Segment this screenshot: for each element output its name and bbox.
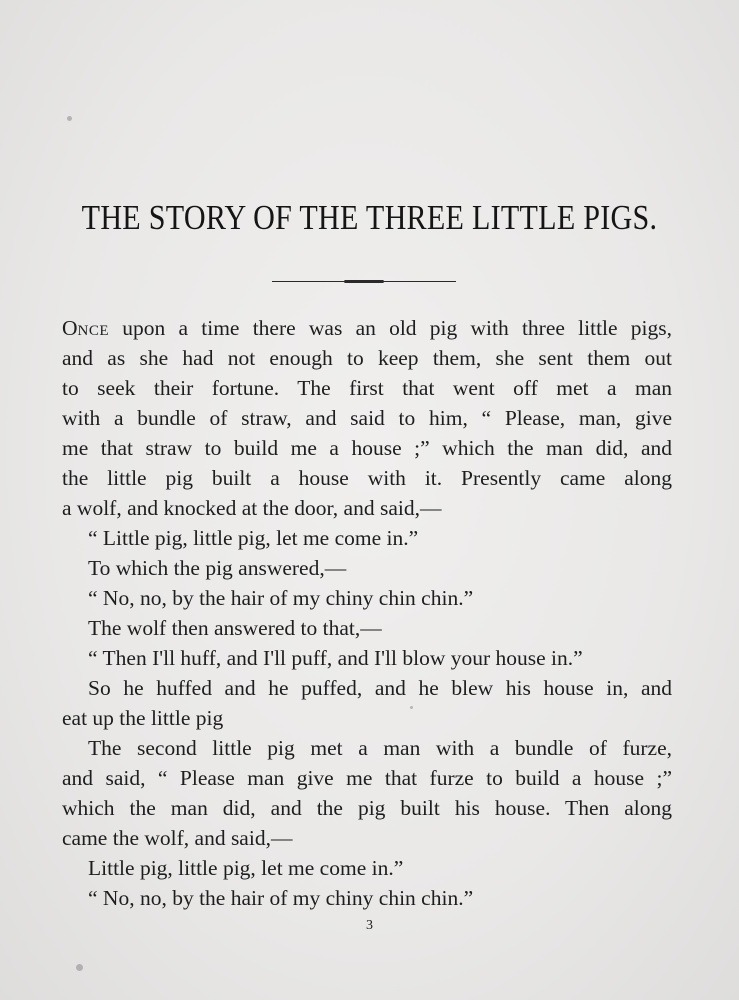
text-line-1-rest: upon a time there was an old pig with three little pigs, (109, 316, 672, 340)
drop-initial: O (62, 316, 78, 340)
text-line-5: me that straw to build me a house ;” which the man did, and (62, 436, 672, 460)
page-number: 3 (366, 918, 373, 933)
text-line-3: to seek their fortune. The first that went off met a man (62, 376, 672, 400)
text-line-6: the little pig built a house with it. Presently came along (62, 466, 672, 490)
title-rule-ornament (272, 281, 456, 282)
paper-speck (410, 706, 413, 709)
paper-speck (76, 964, 83, 971)
text-line-17: which the man did, and the pig built his house. Then along (62, 796, 672, 820)
text-line-7: a wolf, and knocked at the door, and said,— (62, 496, 442, 520)
text-line-19: Little pig, little pig, let me come in.” (88, 856, 404, 880)
text-line-14: eat up the little pig (62, 706, 224, 730)
text-line-20: “ No, no, by the hair of my chiny chin chin.” (88, 886, 474, 910)
text-line-4: with a bundle of straw, and said to him, “ Please, man, give (62, 406, 672, 430)
page-title: THE STORY OF THE THREE LITTLE PIGS. (81, 198, 658, 237)
text-line-16: and said, “ Please man give me that furze to build a house ;” (62, 766, 672, 790)
text-line-12: “ Then I'll huff, and I'll puff, and I'll blow your house in.” (88, 646, 583, 670)
text-line-18: came the wolf, and said,— (62, 826, 293, 850)
text-line-1 (62, 313, 672, 346)
text-line-11: The wolf then answered to that,— (88, 616, 382, 640)
text-line-10: “ No, no, by the hair of my chiny chin chin.” (88, 586, 474, 610)
text-line-8: “ Little pig, little pig, let me come in.” (88, 526, 419, 550)
small-caps-word: NCE (77, 323, 110, 339)
paper-speck (67, 116, 72, 121)
text-line-15: The second little pig met a man with a bundle of furze, (88, 736, 672, 760)
text-line-9: To which the pig answered,— (88, 556, 347, 580)
text-line-13: So he huffed and he puffed, and he blew his house in, and (88, 676, 672, 700)
text-line-2: and as she had not enough to keep them, she sent them out (62, 346, 672, 370)
